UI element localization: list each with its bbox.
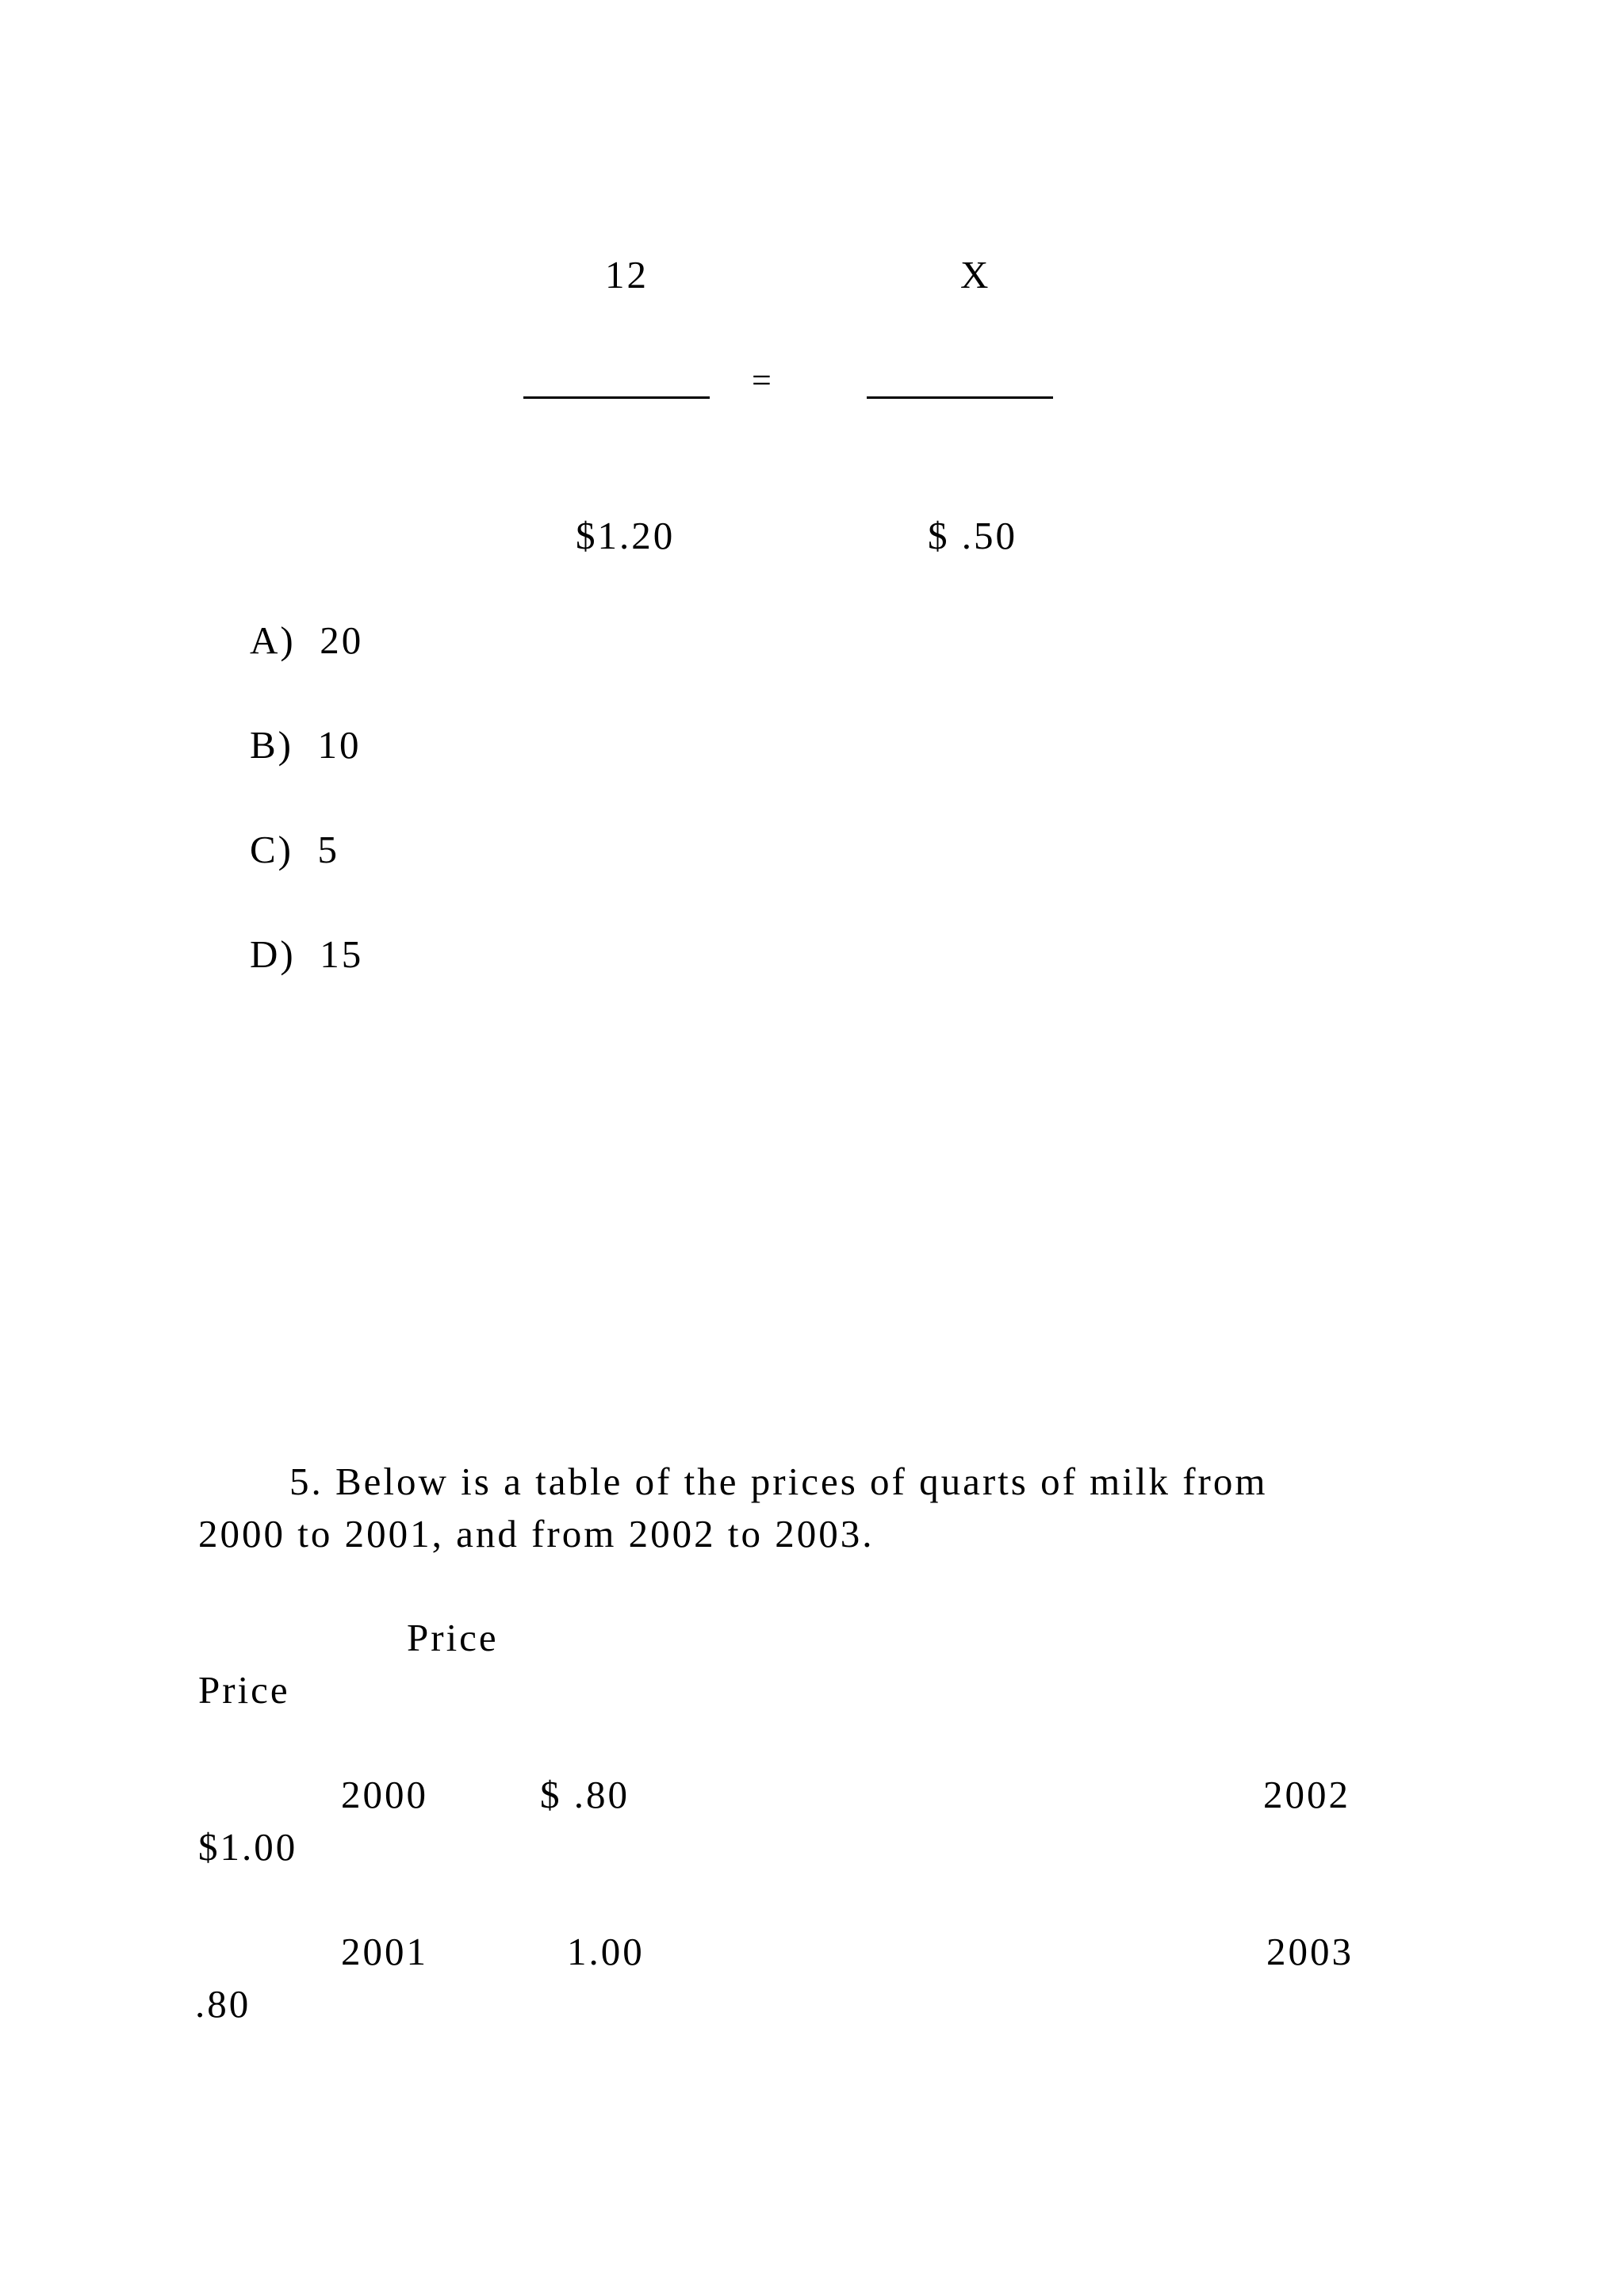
table-header-price-left: Price <box>407 1616 499 1659</box>
right-fraction-bar <box>867 396 1053 399</box>
choice-a <box>250 618 364 662</box>
left-denominator: $1.20 <box>576 514 676 557</box>
table-cell-year: 2000 <box>341 1773 428 1816</box>
question-5-line-2: 2000 to 2001, and from 2002 to 2003. <box>198 1512 875 1556</box>
question-5-line-1: 5. Below is a table of the prices of quarts of milk from <box>289 1460 1268 1503</box>
table-cell-year: 2002 <box>1263 1773 1350 1816</box>
table-cell-price: .80 <box>195 1982 251 2026</box>
table-cell-year: 2001 <box>341 1930 428 1973</box>
choice-letter: D) <box>250 932 296 976</box>
choice-d <box>250 932 364 976</box>
table-header-price-right: Price <box>198 1668 290 1712</box>
choice-letter: B) <box>250 723 293 767</box>
table-cell-price: $ .80 <box>540 1773 630 1816</box>
equals-sign: = <box>752 361 774 400</box>
right-denominator: $ .50 <box>928 514 1017 557</box>
choice-value: 15 <box>320 932 364 976</box>
table-cell-price: $1.00 <box>198 1825 298 1869</box>
choice-value: 5 <box>317 828 339 871</box>
choice-c <box>250 830 339 869</box>
choice-b <box>250 723 362 767</box>
right-numerator: X <box>960 253 991 297</box>
choice-letter: A) <box>250 618 296 662</box>
table-cell-year: 2003 <box>1266 1930 1354 1973</box>
table-cell-price: 1.00 <box>567 1930 645 1973</box>
choice-value: 20 <box>320 618 364 662</box>
left-fraction-bar <box>523 396 710 399</box>
choice-value: 10 <box>317 723 362 767</box>
choice-letter: C) <box>250 828 293 871</box>
left-numerator: 12 <box>605 253 649 297</box>
